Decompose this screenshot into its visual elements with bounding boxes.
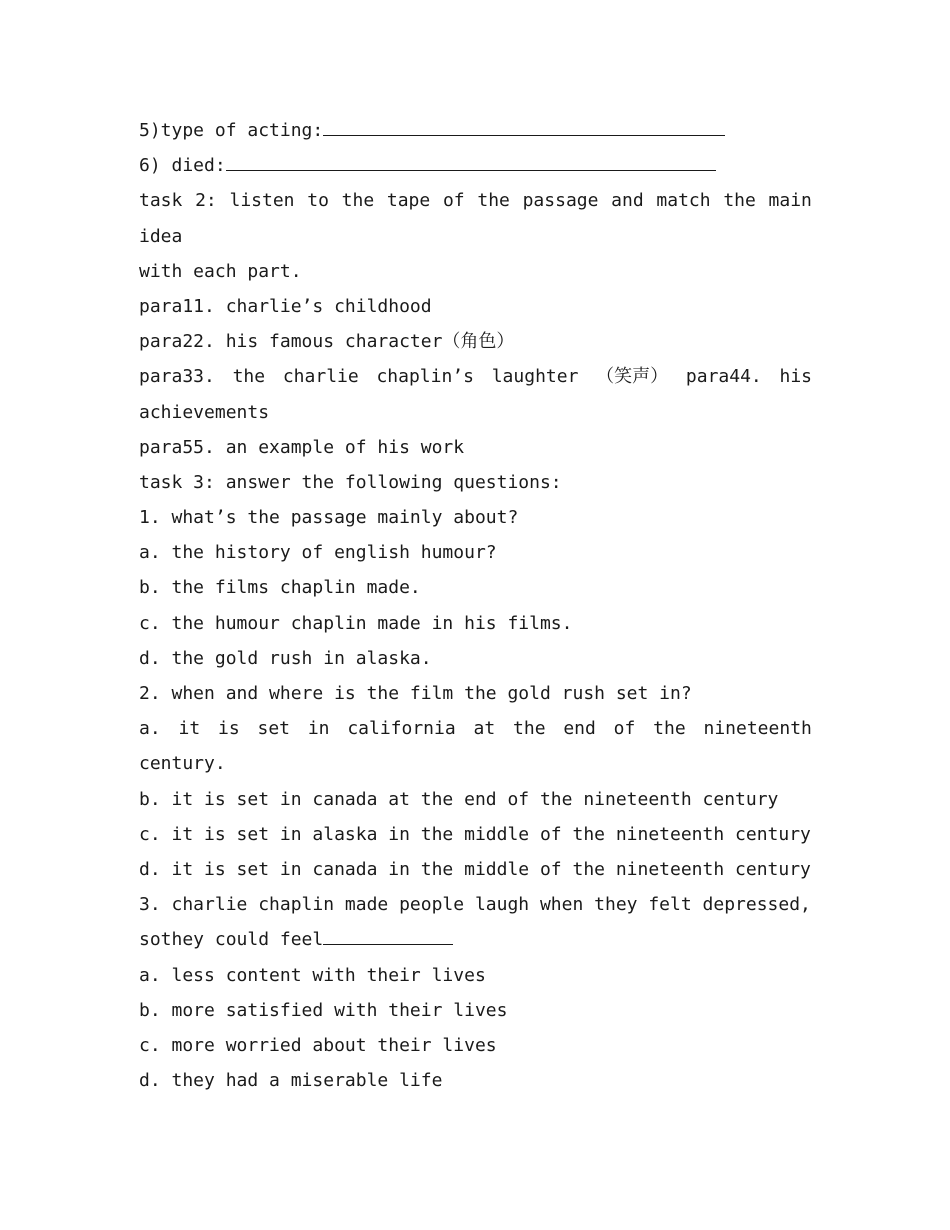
word: para44. <box>685 366 762 388</box>
word: a. <box>139 718 161 740</box>
word: match <box>656 190 711 212</box>
q2-option-c: c. it is set in alaska in the middle of the nineteenth century <box>139 823 811 845</box>
word: （笑声） <box>596 366 669 388</box>
word: end <box>563 718 596 740</box>
question-2: 2. when and where is the film the gold rush set in? <box>139 683 692 704</box>
word: the <box>341 190 375 212</box>
word: listen <box>229 190 295 212</box>
question-3-blank <box>323 922 453 945</box>
document-page <box>139 113 812 1098</box>
word: it <box>178 718 201 740</box>
para2-item: para22. his famous character（角色） <box>139 331 515 353</box>
task2-instruction-line <box>139 183 812 218</box>
word: tape <box>386 190 431 212</box>
word: to <box>307 190 329 212</box>
word: para33. <box>139 366 215 388</box>
task2-instruction-cont: idea <box>139 225 183 247</box>
q3-option-b: b. more satisfied with their lives <box>139 999 508 1021</box>
q2-option-a-cont: century. <box>139 753 226 775</box>
para5-item: para55. an example of his work <box>139 436 465 458</box>
q3-option-d: d. they had a miserable life <box>139 1070 443 1092</box>
q2-option-a <box>139 711 812 746</box>
q1-option-d: d. the gold rush in alaska. <box>139 647 432 669</box>
question-3: 3. charlie chaplin made people laugh when they felt depressed, <box>139 894 811 916</box>
word: main <box>768 190 812 212</box>
died-line <box>139 148 812 183</box>
word: california <box>347 718 456 740</box>
word: of <box>442 190 465 212</box>
question-1: 1. what’s the passage mainly about? <box>139 507 519 529</box>
word: in <box>307 718 330 740</box>
word: nineteenth <box>703 718 812 740</box>
para1-item: para11. charlie’s childhood <box>139 295 432 317</box>
para3-para4-line <box>139 359 812 394</box>
type-of-acting-line <box>139 113 812 148</box>
word: set <box>257 718 291 740</box>
word: at <box>473 718 496 740</box>
task3-heading: task 3: answer the following questions: <box>139 471 562 493</box>
word: his <box>779 366 812 388</box>
word: the <box>232 366 266 388</box>
died-label: 6) died: <box>139 155 226 177</box>
word: the <box>513 718 546 740</box>
word: laughter <box>491 366 579 388</box>
word: the <box>477 190 510 212</box>
word: chaplin’s <box>376 366 474 388</box>
word: and <box>611 190 644 212</box>
q1-option-b: b. the films chaplin made. <box>139 577 421 599</box>
word: of <box>613 718 636 740</box>
q3-option-a: a. less content with their lives <box>139 964 486 986</box>
died-blank <box>226 148 716 171</box>
word: task <box>139 190 183 212</box>
q2-option-d: d. it is set in canada in the middle of the nineteenth century <box>139 858 811 880</box>
word: is <box>218 718 240 740</box>
word: charlie <box>282 366 359 388</box>
word: passage <box>522 190 599 212</box>
q2-option-b: b. it is set in canada at the end of the nineteenth century <box>139 788 779 810</box>
word: the <box>653 718 686 740</box>
question-3-cont-label: sothey could feel <box>139 929 324 951</box>
q1-option-a: a. the history of english humour? <box>139 542 497 564</box>
question-3-cont <box>139 922 812 957</box>
type-of-acting-label: 5)type of acting: <box>139 120 324 141</box>
para4-cont: achievements <box>139 401 270 423</box>
task2-instruction-end: with each part. <box>139 260 302 282</box>
q1-option-c: c. the humour chaplin made in his films. <box>139 612 573 634</box>
word: 2: <box>195 190 217 212</box>
q3-option-c: c. more worried about their lives <box>139 1034 497 1056</box>
type-of-acting-blank <box>323 113 725 136</box>
word: the <box>723 190 756 212</box>
